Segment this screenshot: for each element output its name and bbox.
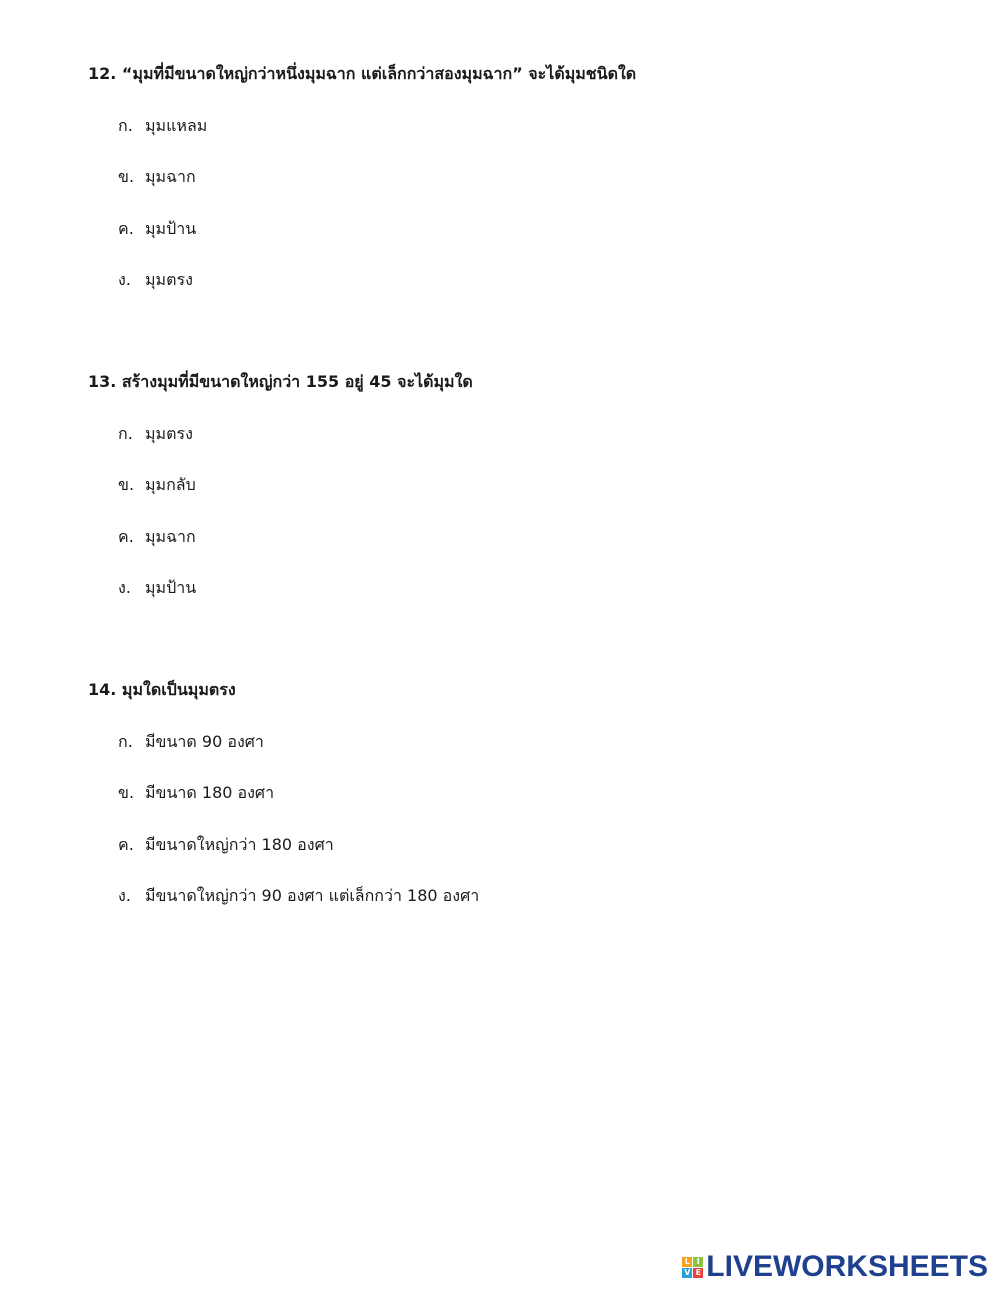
question-12 [88,63,968,320]
option-text: มุมตรง [145,424,193,443]
logo-cube-cell: L [682,1257,692,1267]
option-text: มุมป้าน [145,218,197,238]
option-letter: ค. [118,526,134,546]
options-list [88,731,968,936]
option-letter: ข. [118,475,135,495]
option-text: มุมแหลม [145,116,208,135]
option-text: มีขนาด 90 องศา [145,732,264,751]
option-letter: ก. [118,424,133,443]
option-letter: ก. [118,732,133,751]
option-letter: ง. [118,577,131,597]
question-title: 13. สร้างมุมที่มีขนาดใหญ่กว่า 155 อยู่ 45 จะได้มุมใด [88,372,473,391]
option-d[interactable] [88,885,968,936]
option-text: มุมฉาก [145,526,196,546]
question-title: 12. “มุมที่มีขนาดใหญ่กว่าหนึ่งมุมฉาก แต่เล็กกว่าสองมุมฉาก” จะได้มุมชนิดใด [88,64,637,83]
option-b[interactable] [88,166,968,217]
logo-cube-cell: E [693,1268,703,1278]
option-letter: ง. [118,885,131,905]
option-text: มุมฉาก [145,167,196,187]
logo-cube-cell: V [684,1267,691,1277]
option-text: มุมกลับ [145,475,196,495]
option-b[interactable] [88,782,968,833]
question-13 [88,371,968,628]
option-c[interactable] [88,526,968,577]
option-letter: ข. [118,167,135,187]
logo-text: LIVEWORKSHEETS [706,1250,988,1283]
option-text: มุมตรง [145,269,193,289]
option-c[interactable] [88,834,968,885]
options-list [88,423,968,628]
logo-cube-icon [682,1257,703,1278]
option-letter: ก. [118,116,133,135]
option-text: มีขนาดใหญ่กว่า 180 องศา [145,834,334,854]
option-c[interactable] [88,218,968,269]
option-d[interactable] [88,269,968,320]
option-a[interactable] [88,731,968,782]
logo-cube-cell: I [693,1257,703,1267]
question-14 [88,679,968,936]
options-list [88,115,968,320]
option-text: มีขนาดใหญ่กว่า 90 องศา แต่เล็กกว่า 180 องศา [145,885,480,905]
liveworksheets-logo [682,1252,988,1282]
question-title: 14. มุมใดเป็นมุมตรง [88,680,236,699]
option-text: มีขนาด 180 องศา [145,783,275,803]
option-letter: ค. [118,218,134,238]
option-letter: ง. [118,269,131,289]
option-text: มุมป้าน [145,577,197,597]
option-d[interactable] [88,577,968,628]
option-a[interactable] [88,423,968,474]
option-letter: ข. [118,783,135,803]
option-letter: ค. [118,834,134,854]
option-a[interactable] [88,115,968,166]
option-b[interactable] [88,474,968,525]
